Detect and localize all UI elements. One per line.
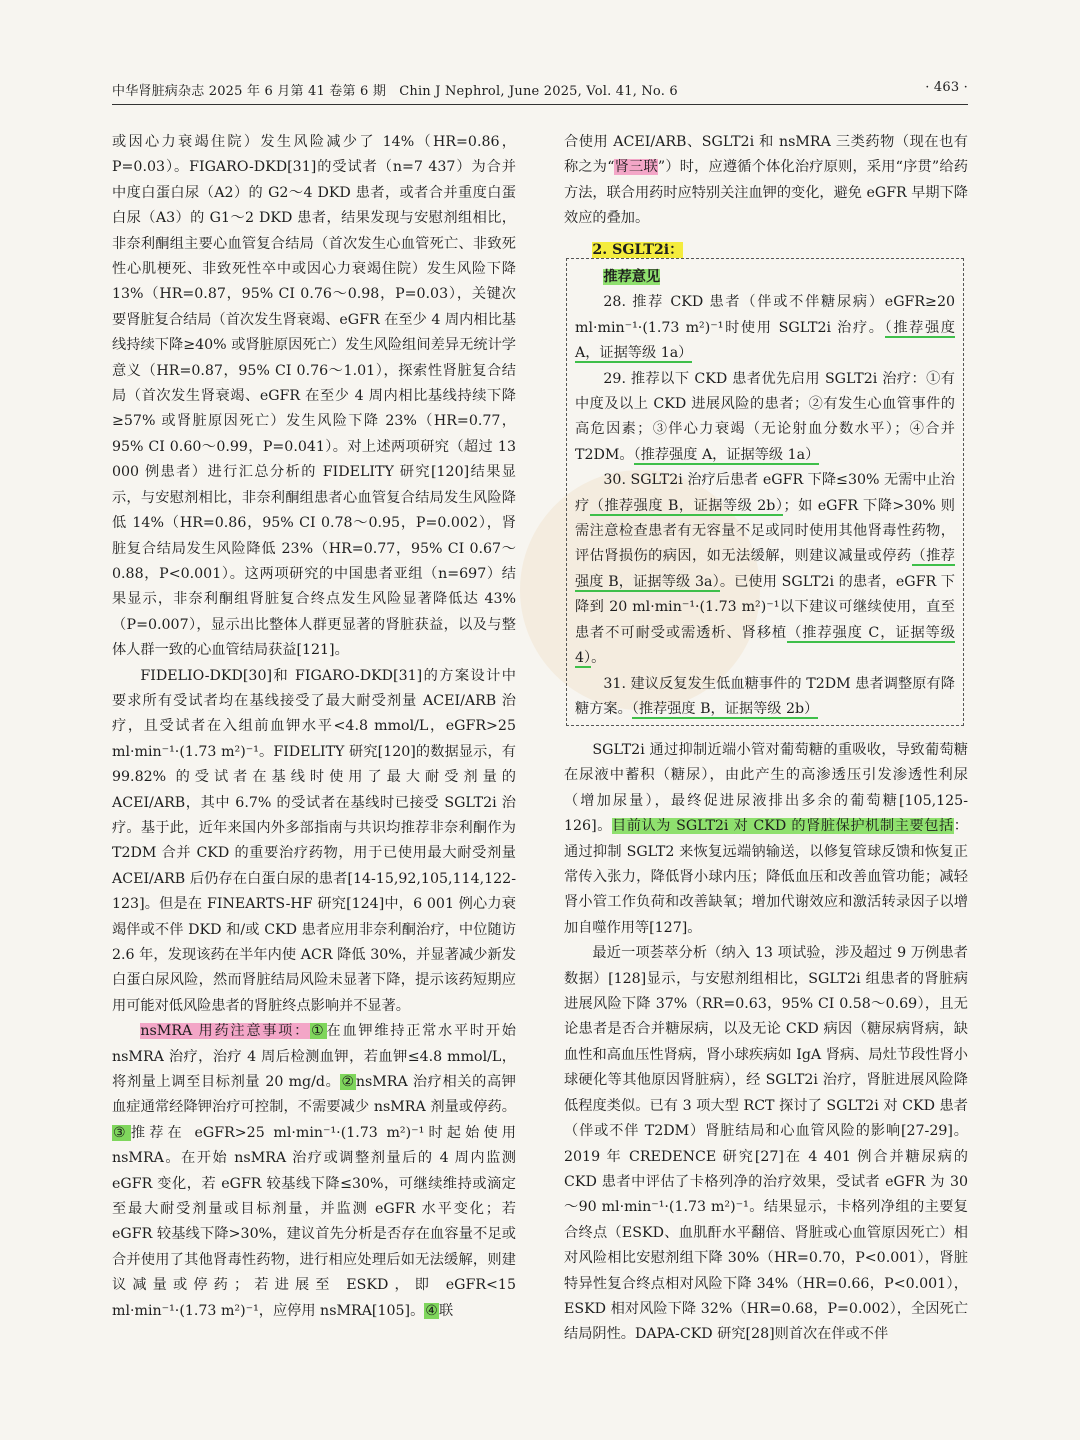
right-column-lower [564,738,968,1348]
list-marker: ① [311,1023,326,1040]
highlight-label: nsMRA 用药注意事项： [140,1023,311,1040]
paragraph [564,130,968,232]
left-column [112,130,516,1324]
text-run: 合使用 ACEI/ARB、SGLT2i 和 nsMRA 三类药物（现在也有称之为“ [564,134,968,176]
text-run: 28. 推荐 CKD 患者（伴或不伴糖尿病）eGFR≥20 ml·min⁻¹·(1.73 m²)⁻¹时使用 SGLT2i 治疗。 [575,294,955,336]
list-marker: ③ [113,1124,130,1141]
evidence-grade: （推荐强度 C，证据等级 4） [575,624,955,667]
box-title-text: 推荐意见 [603,269,661,285]
paragraph: 或因心力衰竭住院）发生风险减少了 14%（HR=0.86，P=0.03）。FIGARO-DKD[31]的受试者（n=7 437）为合并中度白蛋白尿（A2）的 G2～4 DKD 患者，或者合并重度白蛋白尿（A3）的 G1～2 DKD 患者，结果发现与安慰剂组相比，非奈利酮组主要心血管复合结局（首次发生心血管死亡、非致死性心肌梗死、非致死性卒中或因心力衰竭住院）发生风险下降 13%（HR=0.87，95% CI 0.76～0.98，P=0.03），关键次要肾脏复合结局（首次发生肾衰竭、eGFR 在至少 4 周内相比基线持续下降≥40% 或肾脏原因死亡）发生风险组间差异无统计学意义（HR=0.87，95% CI 0.76～1.01），探索性肾脏复合结局（首次发生肾衰竭、eGFR 在至少 4 周内相比基线持续下降≥57% 或肾脏原因死亡）发生风险下降 23%（HR=0.77，95% CI 0.60～0.99，P=0.041）。对上述两项研究（超过 13 000 例患者）进行汇总分析的 FIDELITY 研究[120]结果显示，与安慰剂相比，非奈利酮组患者心血管复合结局发生风险降低 14%（HR=0.86，95% CI 0.78～0.95，P=0.002），肾脏复合结局发生风险降低 23%（HR=0.77，95% CI 0.67～0.88，P<0.001）。这两项研究的中国患者亚组（n=697）结果显示，非奈利酮组肾脏复合终点发生风险显著降低达 43%（P=0.007），显示出比整体人群更显著的肾脏获益，以及与整体人群一致的心血管结局获益[121]。 [112,134,516,659]
text-run: 在血钾维持正常水平时开始 nsMRA 治疗，治疗 4 周后检测血钾，若血钾≤4.8 mmol/L，将剂量上调至目标剂量 20 mg/d。 [112,1023,516,1091]
paragraph [564,738,968,941]
section-heading-text: 2. SGLT2i： [592,241,684,258]
paragraph: 最近一项荟萃分析（纳入 13 项试验，涉及超过 9 万例患者数据）[128]显示，与安慰剂组相比，SGLT2i 组患者的肾脏病进展风险下降 37%（RR=0.63，95% CI 0.58～0.69），且无论患者是否合并糖尿病，以及无论 CKD 病因（糖尿病肾病，缺血性和高血压性肾病，肾小球疾病如 IgA 肾病、局灶节段性肾小球硬化等其他原因肾脏病），经 SGLT2i 治疗，肾脏进展风险降低程度类似。已有 3 项大型 RCT 探讨了 SGLT2i 对 CKD 患者（伴或不伴 T2DM）肾脏结局和心血管风险的影响[27-29]。2019 年 CREDENCE 研究[27]在 4 401 例合并糖尿病的 CKD 患者中评估了卡格列净的治疗效果，受试者 eGFR 为 30～90 ml·min⁻¹·(1.73 m²)⁻¹。结果显示，卡格列净组的主要复合终点（ESKD、血肌酐水平翻倍、肾脏或心血管原因死亡）相对风险相比安慰剂组下降 30%（HR=0.70，P<0.001），肾脏特异性复合终点相对风险下降 34%（HR=0.66，P<0.001），ESKD 相对风险下降 32%（HR=0.68，P=0.002），全因死亡结局阴性。DAPA-CKD 研究[28]则首次在伴或不伴 [564,945,968,1343]
evidence-grade: （推荐强度 A，证据等级 1a） [633,446,820,463]
text-run: ；如 eGFR 下降>30% 则需注意检查患者有无容量不足或同时使用其他肾毒性药物，评估肾损伤的病因，如无法缓解，则建议减量或停药 [575,497,955,565]
text-run: SGLT2i 通过抑制近端小管对葡萄糖的重吸收，导致葡萄糖在尿液中蓄积（糖尿），由此产生的高渗透压引发渗透性利尿（增加尿量），最终促进尿液排出多余的葡萄糖[105,125-126]。 [564,742,968,835]
right-column [564,130,968,263]
evidence-grade: （推荐强度 B，证据等级 2b） [631,700,819,717]
highlight-term: 肾三联 [614,159,658,176]
text-run: 29. 推荐以下 CKD 患者优先启用 SGLT2i 治疗：①有中度及以上 CKD 进展风险的患者；②有发生心血管事件的高危因素；③伴心力衰竭（无论射血分数水平）；④合并 T2DM。 [575,370,955,463]
text-run: 30. SGLT2i 治疗后患者 eGFR 下降≤30% 无需中止治疗 [575,472,955,514]
evidence-grade: （推荐强度 A，证据等级 1a） [575,319,955,362]
text-run: 。 [591,650,606,667]
paragraph: FIDELIO-DKD[30]和 FIGARO-DKD[31]的方案设计中要求所有受试者均在基线接受了最大耐受剂量 ACEI/ARB 治疗，且受试者在入组前血钾水平<4.8 mmol/L，eGFR>25 ml·min⁻¹·(1.73 m²)⁻¹。FIDELITY 研究[120]的数据显示，有 99.82% 的受试者在基线时使用了最大耐受剂量的 ACEI/ARB，其中 6.7% 的受试者在基线时已接受 SGLT2i 治疗。基于此，近年来国内外多部指南与共识均推荐非奈利酮作为 T2DM 合并 CKD 的重要治疗药物，用于已使用最大耐受剂量 ACEI/ARB 后仍存在白蛋白尿的患者[14-15,92,105,114,122-123]。但是在 FINEARTS-HF 研究[124]中，6 001 例心力衰竭伴或不伴 DKD 和/或 CKD 患者应用非奈利酮治疗，中位随访 2.6 年，发现该药在半年内使 ACR 降低 30%，并显著减少新发白蛋白尿风险，然而肾脏结局风险未显著下降，提示该药短期应用可能对低风险患者的肾脏终点影响并不显著。 [112,667,516,1014]
text-run: 。已使用 SGLT2i 的患者，eGFR 下降到 20 ml·min⁻¹·(1.73 m²)⁻¹以下建议可继续使用，直至患者不可耐受或需透析、肾移植 [575,573,955,641]
text-run: 推荐在 eGFR>25 ml·min⁻¹·(1.73 m²)⁻¹时起始使用 nsMRA。在开始 nsMRA 治疗或调整剂量后的 4 周内监测 eGFR 变化，若 eGFR 较基线下降≤30%，可继续维持或滴定至最大耐受剂量或目标剂量，并监测 eGFR 水平变化；若 eGFR 较基线下降>30%，建议首先分析是否存在血容量不足或合并使用了其他肾毒性药物，进行相应处理后如无法缓解，则建议减量或停药；若进展至 ESKD，即 eGFR<15 ml·min⁻¹·(1.73 m²)⁻¹，应停用 nsMRA[105]。 [112,1124,516,1319]
recommendation-31 [575,672,955,723]
header-rule [112,104,968,105]
box-title [575,265,955,290]
text-run: ”）时，应遵循个体化治疗原则，采用“序贯”给药方法，联合用药时应特别关注血钾的变化，避免 eGFR 早期下降效应的叠加。 [564,159,968,227]
paragraph [112,1019,516,1324]
evidence-grade: （推荐强度 B，证据等级 3a） [575,548,955,590]
journal-citation: 中华肾脏病杂志 2025 年 6 月第 41 卷第 6 期 Chin J Nephrol, June 2025, Vol. 41, No. 6 [112,84,678,99]
list-marker: ② [341,1074,355,1091]
evidence-grade: （推荐强度 B，证据等级 2b） [589,497,784,514]
running-header [112,80,968,102]
recommendation-28 [575,290,955,366]
list-marker: ④ [425,1302,439,1319]
highlight-sentence: 目前认为 SGLT2i 对 CKD 的肾脏保护机制主要包括 [611,818,954,835]
recommendation-29 [575,367,955,469]
text-run: 31. 建议反复发生低血糖事件的 T2DM 患者调整原有降糖方案。 [575,675,955,717]
text-run: nsMRA 治疗相关的高钾血症通常经降钾治疗可控制，不需要减少 nsMRA 剂量或停药。 [112,1074,516,1116]
text-run: 联 [439,1302,454,1319]
text-run: ：通过抑制 SGLT2 来恢复远端钠输送，以修复管球反馈和恢复正常传入张力，降低肾小球内压；降低血压和改善血管功能；减轻肾小管工作负荷和改善缺氧；增加代谢效应和激活转录因子以增加自噬作用等[127]。 [564,818,968,936]
recommendation-30 [575,468,955,671]
recommendation-box [566,258,964,726]
page-number: · 463 · [925,80,968,95]
